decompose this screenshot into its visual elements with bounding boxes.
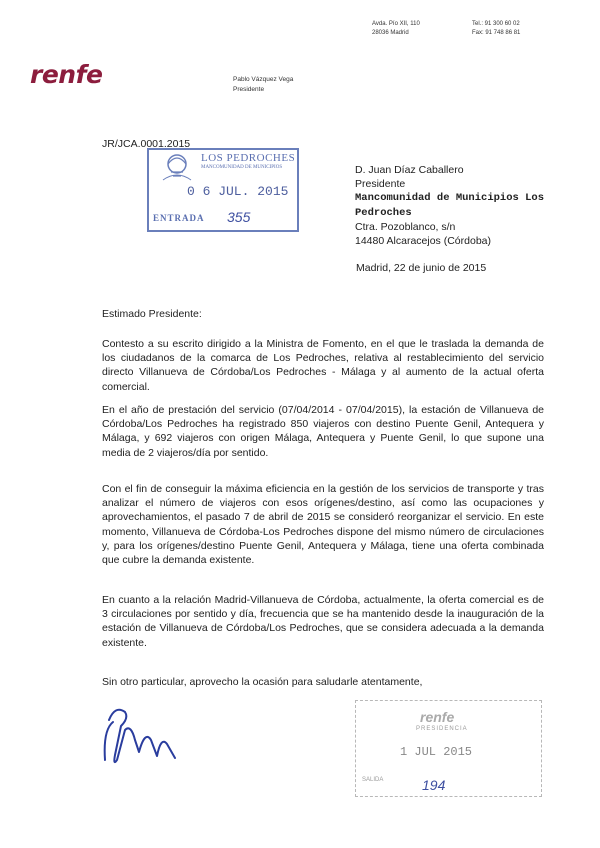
company-address: [372, 20, 420, 38]
coat-of-arms-icon: [159, 150, 195, 186]
stamp-renfe-logo: renfe: [420, 709, 455, 725]
stamp-out-number: 194: [422, 777, 446, 793]
stamp-label: ENTRADA: [153, 213, 205, 223]
reference-code: JR/JCA.0001.2015: [102, 138, 191, 150]
stamp-date: 0 6 JUL. 2015: [187, 184, 289, 199]
paragraph-3: Con el fin de conseguir la máxima eficiencia en la gestión de los servicios de transporte y tras analizar el número de viajeros con esos orígenes/destino, así como las ocupaciones y aprovechamientos, el pasado 7 de abril de 2015 se consideró reorganizar el servicio. En este momento, Villanueva de Córdoba-Los Pedroches dispone del mismo número de circulaciones y, para los orígenes/destino Puente Genil, Antequera y Málaga, tiene una oferta combinada que cubre la demanda existente.: [102, 483, 544, 567]
letter-date: Madrid, 22 de junio de 2015: [356, 262, 487, 274]
recipient-block: [355, 163, 544, 248]
company-contact: [472, 20, 520, 38]
recipient-org-line1: Mancomunidad de Municipios Los: [355, 192, 545, 205]
sender-name: Pablo Vázquez Vega: [233, 76, 294, 83]
fax-line: Fax: 91 748 86 81: [472, 30, 521, 36]
outgoing-stamp: [355, 700, 542, 797]
stamp-out-label: SALIDA: [362, 777, 384, 783]
recipient-name: D. Juan Díaz Caballero: [355, 164, 464, 176]
stamp-number: 355: [227, 209, 251, 225]
renfe-logo: renfe: [30, 60, 103, 89]
entry-stamp: [147, 148, 299, 232]
sender-title: Presidente: [233, 86, 265, 93]
sender-block: [233, 75, 293, 95]
recipient-org-line2: Pedroches: [355, 206, 412, 219]
salutation: Estimado Presidente:: [102, 308, 202, 320]
tel-line: Tel.: 91 300 60 02: [472, 21, 520, 27]
recipient-city: 14480 Alcaracejos (Córdoba): [355, 235, 491, 248]
stamp-out-date: 1 JUL 2015: [400, 745, 473, 759]
closing-line: Sin otro particular, aprovecho la ocasión para saludarle atentamente,: [102, 676, 423, 688]
address-line1: Avda. Pío XII, 110: [372, 21, 420, 27]
paragraph-1: Contesto a su escrito dirigido a la Ministra de Fomento, en el que le traslada la demanda de los ciudadanos de la comarca de Los Pedroches, relativa al restablecimiento del servicio directo Villanueva de Córdoba/Los Pedroches - Málaga y al aumento de la actual oferta comercial.: [102, 338, 544, 393]
address-line2: 28036 Madrid: [372, 30, 409, 36]
stamp-org-name: LOS PEDROCHES: [201, 152, 296, 164]
stamp-org-subtitle: MANCOMUNIDAD DE MUNICIPIOS: [201, 165, 283, 170]
recipient-title: Presidente: [355, 178, 406, 191]
handwritten-signature: [95, 700, 195, 780]
paragraph-4: En cuanto a la relación Madrid-Villanueva de Córdoba, actualmente, la oferta comercial es de 3 circulaciones por sentido y día, frecuencia que se ha mantenido desde la inauguración de la estación de Villanueva de Córdoba/Los Pedroches, que se considera adecuada a la demanda existente.: [102, 594, 544, 649]
recipient-street: Ctra. Pozoblanco, s/n: [355, 220, 456, 233]
paragraph-2: En el año de prestación del servicio (07/04/2014 - 07/04/2015), la estación de Villanueva de Córdoba/Los Pedroches ha registrado 850 viajeros con destino Puente Genil, Antequera y Málaga, y 692 viajeros con origen Málaga, Antequera y Puente Genil, lo que supone una media de 2 viajeros/día por sentido.: [102, 404, 544, 459]
stamp-department: PRESIDENCIA: [416, 726, 468, 732]
